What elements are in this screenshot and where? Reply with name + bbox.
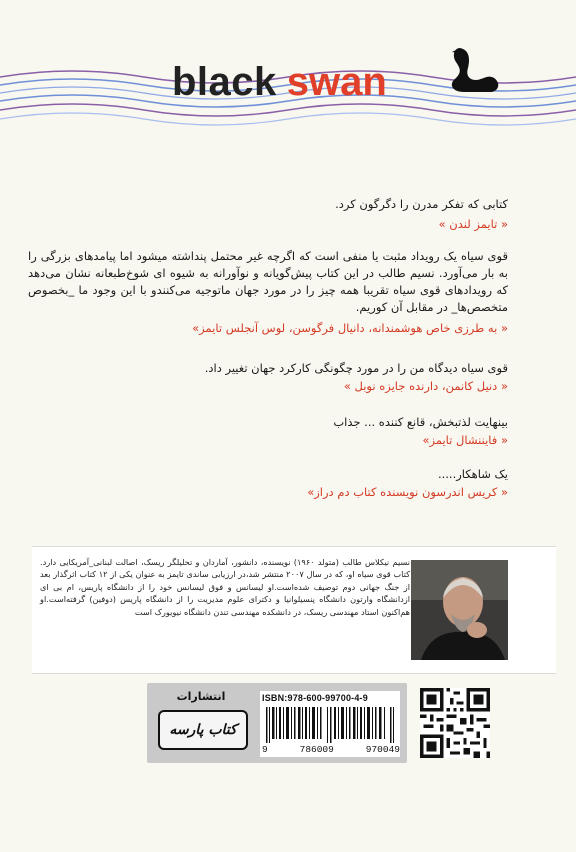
author-photo [411,560,508,660]
barcode-icon [264,707,398,743]
quote-2-text: قوی سیاه یک رویداد مثبت یا منفی است که اگرچه غیر محتمل پنداشته میشود اما پیامدهای بزرگی را به بار می‌آورد. نسیم طالب در این کتاب پیش‌گویانه و نوآورانه به شیوه ای شوخ‌طبعانه نشان می‌دهد که رویدادهای قوی سیاه تقریبا همه چیز را در مورد جهان ماتوجیه می‌کنندو با این وجود ما _بخصوص متخصص‌ها_ در مقابل آن کوریم. [28,249,508,314]
quote-3-source: « دنیل کانمن، دارنده جایزه نوبل » [343,379,508,393]
barcode-group-2: 970049 [365,744,400,755]
logo [172,50,387,102]
barcode-digits [262,744,400,755]
quote-4-source: « فایننشال تایمز» [422,433,508,447]
publisher-logo [158,710,248,750]
black-swan-icon [442,40,502,95]
barcode-group-1: 786009 [299,744,334,755]
logo-word-swan: swan [286,60,387,104]
quote-1-source: « تایمز لندن » [438,217,508,231]
quote-1-text: کتابی که تفکر مدرن را دگرگون کرد. [335,197,508,211]
barcode-first-digit: 9 [262,744,268,755]
qr-code-icon [420,688,490,758]
author-bio: نسیم نیکلاس طالب (متولد ۱۹۶۰) نویسنده، دانشور، آماردان و تحلیلگر ریسک، اصالت لبنانی_آمریکایی دارد. کتاب قوی سیاه او، که در سال ۲۰۰۷ منتشر شد،در ارزیابی ساندی تایمز به عنوان یکی از ۱۲ کتاب اثرگذار بعد از جنگ جهانی دوم توصیف شده‌است.او لیسانس و فوق لیسانس خود را از دانشگاه پاریس، ام بی ای ازدانشگاه وارتون دانشگاه پنسیلوانیا و دکترای علوم مدیریت را از دانشگاه پاریس (دوفین) گرفته‌است.او هم‌اکنون استاد مهندسی ریسک، در دانشکده مهندسی تندن دانشگاه نیویورک است [40,557,410,617]
publisher-label: انتشارات [176,690,226,703]
quote-3-text: قوی سیاه دیدگاه من را در مورد چگونگی کارکرد جهان تغییر داد. [204,361,508,375]
publisher-logo-text: کتاب پارسه [169,722,237,738]
quote-5-text: یک شاهکار..... [437,467,508,481]
isbn-text: ISBN:978-600-99700-4-9 [262,693,368,703]
logo-word-black: black [172,60,277,104]
quote-5-source: « کریس اندرسون نویسنده کتاب دم دراز» [307,485,508,499]
quote-2-source: « به طرزی خاص هوشمندانه، دانیال فرگوسن، لوس آنجلس تایمز» [192,321,508,335]
quote-4-text: بینهایت لذتبخش، قانع کننده ... جذاب [333,415,508,429]
